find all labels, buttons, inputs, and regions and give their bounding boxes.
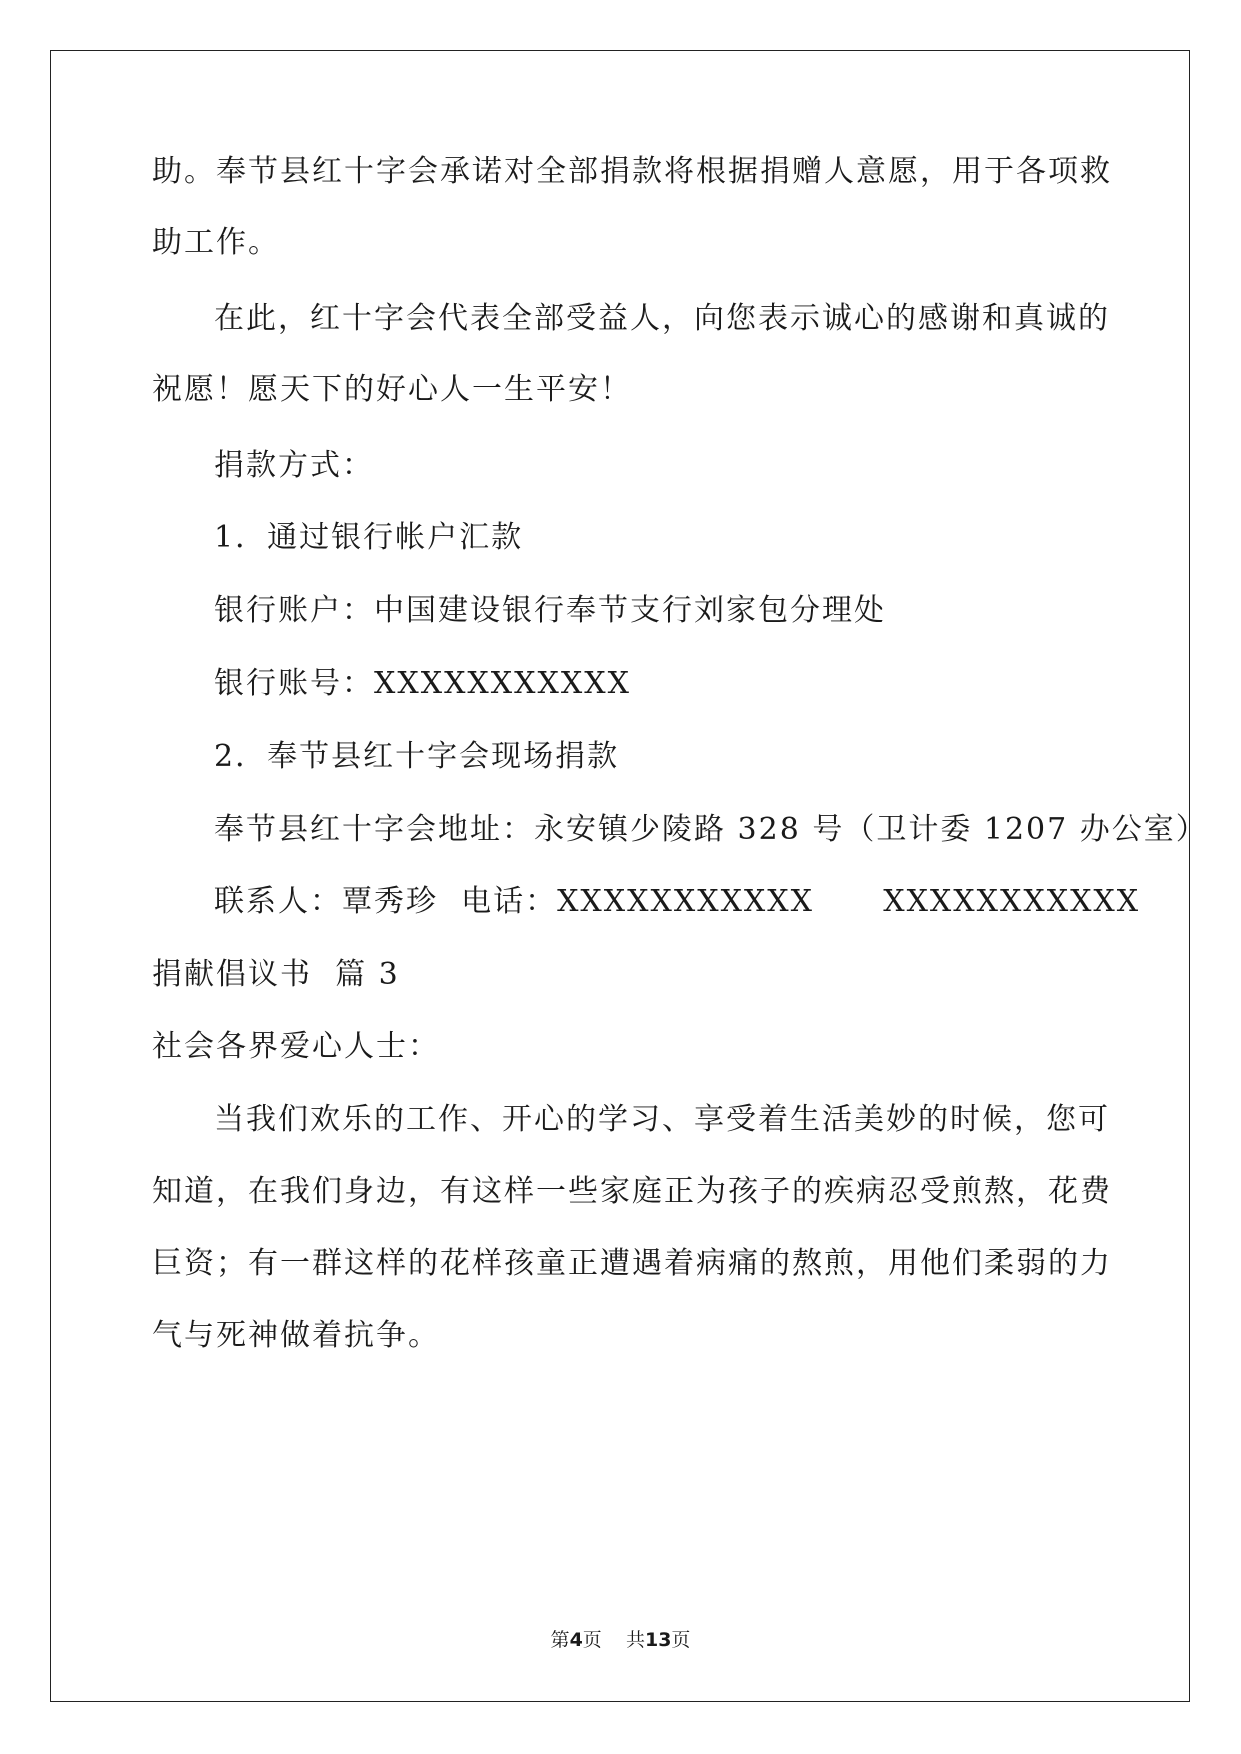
list-item: 2．奉节县红十字会现场捐款: [214, 739, 620, 774]
paragraph-line: 当我们欢乐的工作、开心的学习、享受着生活美妙的时候，您可: [214, 1102, 1110, 1137]
current-page-number: 4: [569, 1629, 583, 1651]
section-title: 捐献倡议书 篇 3: [152, 957, 400, 992]
paragraph-line: 捐款方式：: [214, 448, 374, 483]
total-page-number: 13: [644, 1629, 672, 1651]
address-line: 奉节县红十字会地址：永安镇少陵路 328 号（卫计委 1207 办公室）: [214, 812, 1208, 847]
footer-suffix: 页: [671, 1629, 691, 1651]
footer-prefix: 第: [550, 1629, 570, 1651]
salutation: 社会各界爱心人士：: [152, 1029, 440, 1064]
paragraph-line: 在此，红十字会代表全部受益人，向您表示诚心的感谢和真诚的: [214, 301, 1110, 336]
page-footer: [0, 1628, 1241, 1652]
paragraph-line: 气与死神做着抗争。: [152, 1318, 440, 1353]
contact-line: 联系人：覃秀珍 电话：XXXXXXXXXXX XXXXXXXXXXX: [214, 884, 1141, 919]
paragraph-line: 助。奉节县红十字会承诺对全部捐款将根据捐赠人意愿，用于各项救: [152, 154, 1112, 189]
paragraph-line: 助工作。: [152, 225, 280, 260]
page-frame: [50, 50, 1190, 1702]
paragraph-line: 知道，在我们身边，有这样一些家庭正为孩子的疾病忍受煎熬，花费: [152, 1174, 1112, 1209]
list-item: 1．通过银行帐户汇款: [214, 520, 524, 555]
bank-account-line: 银行账户：中国建设银行奉节支行刘家包分理处: [214, 593, 886, 628]
paragraph-line: 祝愿！愿天下的好心人一生平安！: [152, 372, 632, 407]
bank-number-line: 银行账号：XXXXXXXXXXX: [214, 666, 631, 701]
footer-middle: 页 共: [582, 1629, 645, 1651]
paragraph-line: 巨资；有一群这样的花样孩童正遭遇着病痛的熬煎，用他们柔弱的力: [152, 1246, 1112, 1281]
